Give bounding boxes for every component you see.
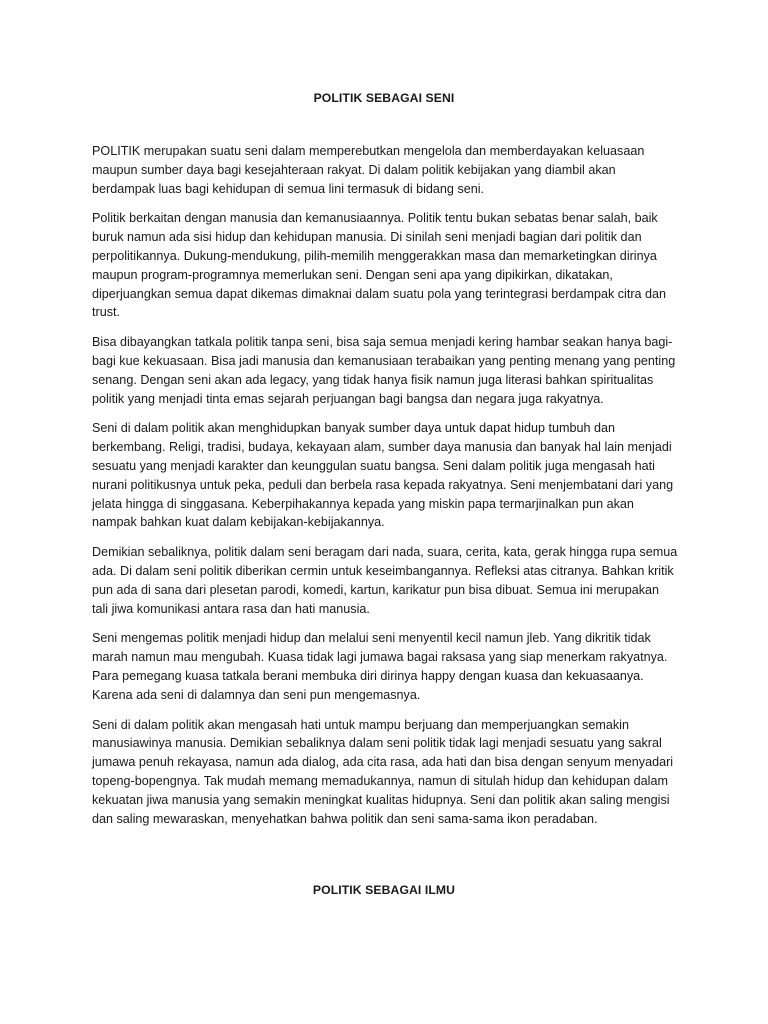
paragraph-1: POLITIK merupakan suatu seni dalam memperebutkan mengelola dan memberdayakan keluasaan maupun sumber daya bagi kesejahteraan rakyat. Di dalam politik kebijakan yang diambil akan berdampak luas bagi kehidupan di semua lini termasuk di bidang seni. — [92, 144, 645, 196]
paragraph-7: Seni di dalam politik akan mengasah hati untuk mampu berjuang dan memperjuangkan semakin manusiawinya manusia. Demikian sebaliknya dalam seni politik tidak lagi menjadi sesuatu yang sakral jumawa penuh rekayasa, namun ada dialog, ada cita rasa, ada hati dan bisa dengan senyum menyadari topeng-bopengnya. Tak mudah memang memadukannya, namun di situlah hidup dan kehidupan dalam kekuatan jiwa manusia yang semakin meningkat kualitas hidupnya. Seni dan politik akan saling mengisi dan saling mewaraskan, menyehatkan bahwa politik dan seni sama-sama ikon peradaban. — [92, 717, 674, 826]
paragraph-4: Seni di dalam politik akan menghidupkan banyak sumber daya untuk dapat hidup tumbuh dan berkembang. Religi, tradisi, budaya, kekayaan alam, sumber daya manusia dan banyak hal lain menjadi sesuatu yang menjadi karakter dan keunggulan suatu bangsa. Seni dalam politik juga mengasah hati nurani politikusnya untuk peka, peduli dan berbela rasa kepada rakyatnya. Seni menjembatani dari yang jelata hingga di singgasana. Keberpihakannya kepada yang miskin papa termarjinalkan pun akan nampak bahkan kuat dalam kebijakan-kebijakannya. — [92, 421, 674, 530]
body-text — [92, 142, 678, 839]
paragraph-6: Seni mengemas politik menjadi hidup dan melalui seni menyentil kecil namun jleb. Yang dikritik tidak marah namun mau mengubah. Kuasa tidak lagi jumawa bagai raksasa yang siap menerkam rakyatnya. Para pemegang kuasa tatkala berani membuka diri dirinya happy dengan kuasa dan kekuasaanya. Karena ada seni di dalamnya dan seni pun mengemasnya. — [92, 631, 668, 702]
section-title-politik-sebagai-ilmu: POLITIK SEBAGAI ILMU — [312, 883, 456, 897]
paragraph-2: Politik berkaitan dengan manusia dan kemanusiaannya. Politik tentu bukan sebatas benar salah, baik buruk namun ada sisi hidup dan kehidupan manusia. Di sinilah seni menjadi bagian dari politik dan perpolitikannya. Dukung-mendukung, pilih-memilih menggerakkan masa dan memarketingkan dirinya maupun program-programnya memerlukan seni. Dengan seni apa yang dipikirkan, dikatakan, diperjuangkan semua dapat dikemas dimaknai dalam suatu pola yang terintegrasi berdampak citra dan trust. — [92, 211, 667, 320]
paragraph-3: Bisa dibayangkan tatkala politik tanpa seni, bisa saja semua menjadi kering hambar seakan hanya bagi-bagi kue kekuasaan. Bisa jadi manusia dan kemanusiaan terabaikan yang penting menang yang penting senang. Dengan seni akan ada legacy, yang tidak hanya fisik namun juga literasi bahkan spiritualitas politik yang menjadi tinta emas sejarah perjuangan bagi bangsa dan negara juga rakyatnya. — [92, 335, 676, 406]
paragraph-5: Demikian sebaliknya, politik dalam seni beragam dari nada, suara, cerita, kata, gerak hingga rupa semua ada. Di dalam seni politik diberikan cermin untuk keseimbangannya. Refleksi atas citranya. Bahkan kritik pun ada di sana dari plesetan parodi, komedi, kartun, karikatur pun bisa dibuat. Semua ini merupakan tali jiwa komunikasi antara rasa dan hati manusia. — [92, 545, 678, 616]
section-title-politik-sebagai-seni: POLITIK SEBAGAI SENI — [313, 91, 455, 105]
